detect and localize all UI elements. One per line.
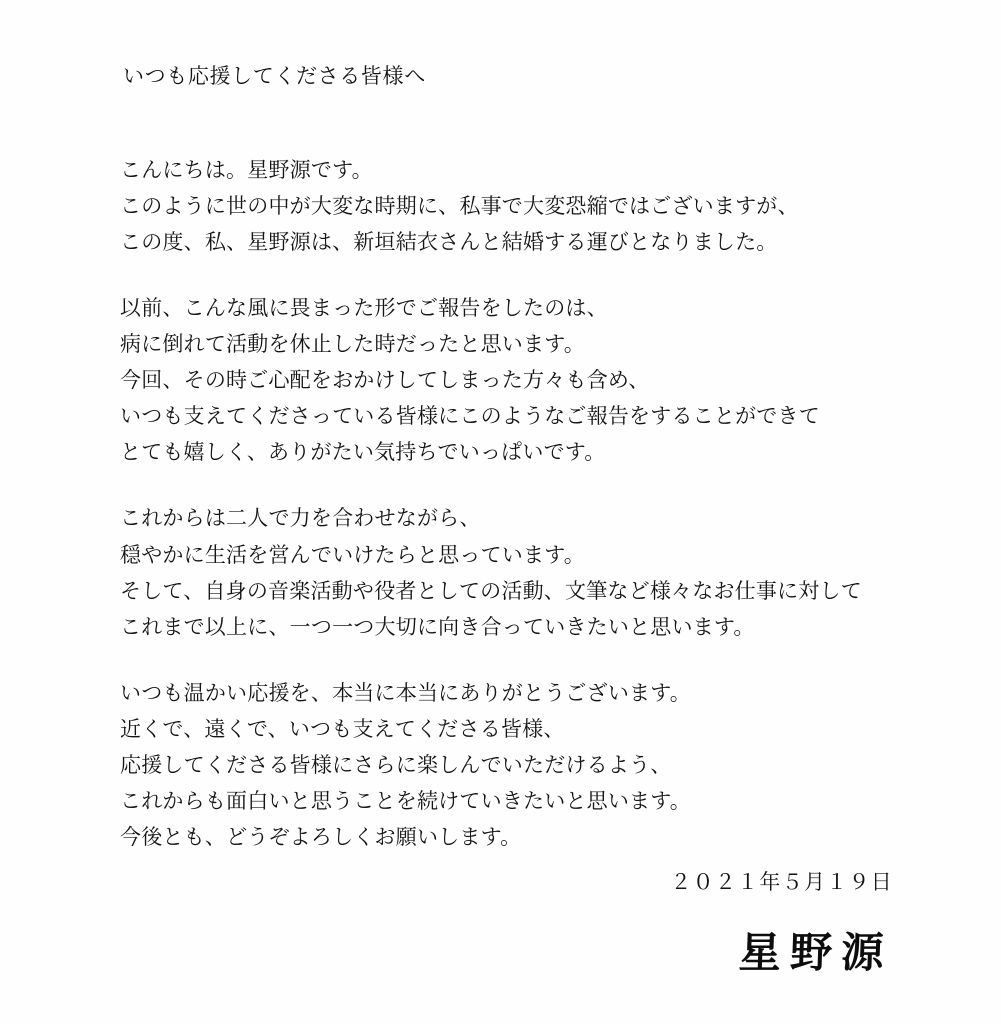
salutation: いつも応援してくださる皆様へ bbox=[123, 64, 426, 88]
text-line: いつも支えてくださっている皆様にこのようなご報告をすることができて bbox=[120, 404, 820, 429]
text-line: 病に倒れて活動を休止した時だったと思います。 bbox=[120, 332, 585, 357]
text-line: 穏やかに生活を営んでいけたらと思っています。 bbox=[120, 542, 585, 567]
text-line: とても嬉しく、ありがたい気持ちでいっぱいです。 bbox=[120, 440, 606, 465]
text-line: こんにちは。星野源です。 bbox=[120, 157, 373, 182]
text-line: これまで以上に、一つ一つ大切に向き合っていきたいと思います。 bbox=[120, 614, 755, 639]
text-line: そして、自身の音楽活動や役者としての活動、文筆など様々なお仕事に対して bbox=[120, 578, 862, 603]
text-line: これからも面白いと思うことを続けていきたいと思います。 bbox=[120, 789, 691, 814]
text-line: 今回、その時ご心配をおかけしてしまった方々も含め、 bbox=[120, 368, 650, 393]
document-body bbox=[120, 152, 921, 856]
paragraph-future bbox=[120, 500, 921, 644]
signature: 星野源 bbox=[738, 928, 894, 977]
text-line: これからは二人で力を合わせながら、 bbox=[120, 506, 481, 531]
signature-block bbox=[739, 920, 893, 980]
document-content bbox=[120, 60, 921, 855]
paragraph-thanks bbox=[120, 675, 921, 856]
paragraph-past-report bbox=[120, 290, 921, 471]
text-line: いつも温かい応援を、本当に本当にありがとうございます。 bbox=[120, 680, 691, 705]
text-line: この度、私、星野源は、新垣結衣さんと結婚する運びとなりました。 bbox=[120, 229, 778, 254]
paragraph-intro bbox=[120, 152, 921, 260]
text-line: 応援してくださる皆様にさらに楽しんでいただけるよう、 bbox=[120, 753, 672, 778]
text-line: 今後とも、どうぞよろしくお願いします。 bbox=[120, 825, 522, 850]
document-date: ２０２１年５月１９日 bbox=[670, 870, 893, 894]
text-line: このように世の中が大変な時期に、私事で大変恐縮ではございますが、 bbox=[120, 193, 799, 218]
text-line: 以前、こんな風に畏まった形でご報告をしたのは、 bbox=[120, 295, 608, 320]
text-line: 近くで、遠くで、いつも支えてくださる皆様、 bbox=[120, 717, 565, 742]
